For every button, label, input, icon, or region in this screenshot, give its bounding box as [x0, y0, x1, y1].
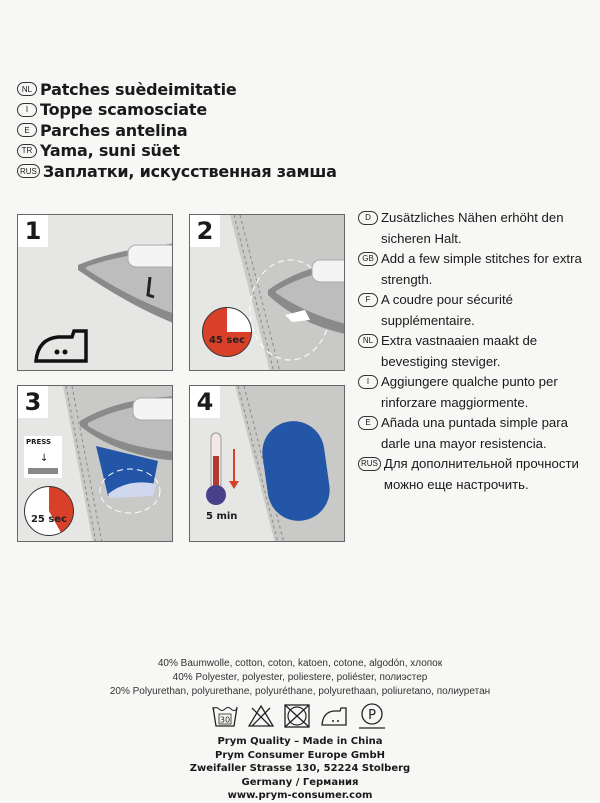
- title-text: Toppe scamosciate: [40, 100, 207, 120]
- lang-badge: GB: [358, 252, 378, 266]
- lang-badge: RUS: [17, 164, 40, 178]
- dryclean-p-icon: [358, 702, 386, 730]
- svg-text:30: 30: [219, 715, 231, 725]
- title-text: Patches suèdeimitatie: [40, 79, 237, 99]
- country: Germany / Германия: [241, 776, 359, 788]
- material-cotton: 40% Baumwolle, cotton, coton, katoen, cotone, algodón, хлопок: [157, 658, 443, 669]
- title-nl: [17, 79, 337, 100]
- instruction-e: [358, 413, 598, 454]
- thermometer-cooling-icon: [204, 431, 244, 511]
- timer-25-sec: [24, 486, 74, 536]
- website: www.prym-consumer.com: [227, 790, 373, 801]
- title-text: Заплатки, искусственная замша: [42, 161, 337, 181]
- instruction-gb: [358, 249, 598, 290]
- care-symbols: [212, 702, 386, 730]
- instruction-text: Для дополнительной прочности можно еще настрочить.: [383, 456, 579, 492]
- lang-badge: I: [17, 103, 37, 117]
- step-number: 3: [18, 386, 48, 418]
- instruction-f: [358, 290, 598, 331]
- instruction-text: Extra vastnaaien maakt de bevestiging steviger.: [381, 333, 538, 369]
- step-number: 2: [190, 215, 220, 247]
- instruction-i: [358, 372, 598, 413]
- timer-label: 25 sec: [30, 514, 68, 525]
- svg-text:P: P: [368, 708, 376, 723]
- iron-two-dots-icon: [32, 327, 92, 367]
- title-i: [17, 100, 337, 121]
- timer-45-sec: [202, 307, 252, 357]
- step-panel-2: [189, 214, 345, 371]
- step-number: 4: [190, 386, 220, 418]
- lang-badge: I: [358, 375, 378, 389]
- company-name: Prym Consumer Europe GmbH: [214, 749, 386, 761]
- instruction-text: Add a few simple stitches for extra strength.: [381, 251, 582, 287]
- manufacturer-address: [0, 735, 600, 803]
- iron-two-dots-care-icon: [320, 704, 348, 728]
- title-text: Parches antelina: [40, 120, 188, 140]
- instruction-text: Zusätzliches Nähen erhöht den sicheren Halt.: [381, 210, 564, 246]
- lang-badge: E: [358, 416, 378, 430]
- wash-30-icon: [212, 704, 238, 728]
- no-bleach-icon: [248, 704, 274, 728]
- step-number: 1: [18, 215, 48, 247]
- lang-badge: E: [17, 123, 37, 137]
- cool-time-label: 5 min: [206, 511, 238, 522]
- title-tr: [17, 141, 337, 162]
- material-polyester: 40% Polyester, polyester, poliestere, poliéster, полиэстер: [172, 672, 428, 683]
- title-text: Yama, suni süet: [40, 141, 180, 161]
- lang-badge: NL: [358, 334, 378, 348]
- instruction-text: Aggiungere qualche punto per rinforzare maggiormente.: [381, 374, 558, 410]
- lang-badge: NL: [17, 82, 37, 96]
- press-label: PRESS: [26, 438, 52, 446]
- step-panel-1: [17, 214, 173, 371]
- product-titles: [17, 79, 337, 182]
- instruction-rus: [358, 454, 598, 495]
- lang-badge: TR: [17, 144, 37, 158]
- lang-badge: RUS: [358, 457, 381, 471]
- instruction-d: [358, 208, 598, 249]
- no-tumble-dry-icon: [284, 704, 310, 728]
- lang-badge: F: [358, 293, 378, 307]
- street-address: Zweifaller Strasse 130, 52224 Stolberg: [189, 763, 411, 774]
- instruction-nl: [358, 331, 598, 372]
- timer-label: 45 sec: [208, 335, 246, 346]
- step-panel-3: [17, 385, 173, 542]
- quality-line: Prym Quality – Made in China: [217, 736, 383, 747]
- press-icon: PRESS ↓: [24, 436, 62, 478]
- material-composition: [0, 657, 600, 699]
- lang-badge: D: [358, 211, 378, 225]
- title-rus: [17, 161, 337, 182]
- title-e: [17, 120, 337, 141]
- instruction-text: A coudre pour sécurité supplémentaire.: [381, 292, 513, 328]
- step-panel-4: [189, 385, 345, 542]
- stitching-instructions: [358, 208, 598, 495]
- instruction-text: Añada una puntada simple para darle una mayor resistencia.: [381, 415, 568, 451]
- material-polyurethane: 20% Polyurethan, polyurethane, polyuréthane, polyurethaan, poliuretano, полиуретан: [109, 686, 491, 697]
